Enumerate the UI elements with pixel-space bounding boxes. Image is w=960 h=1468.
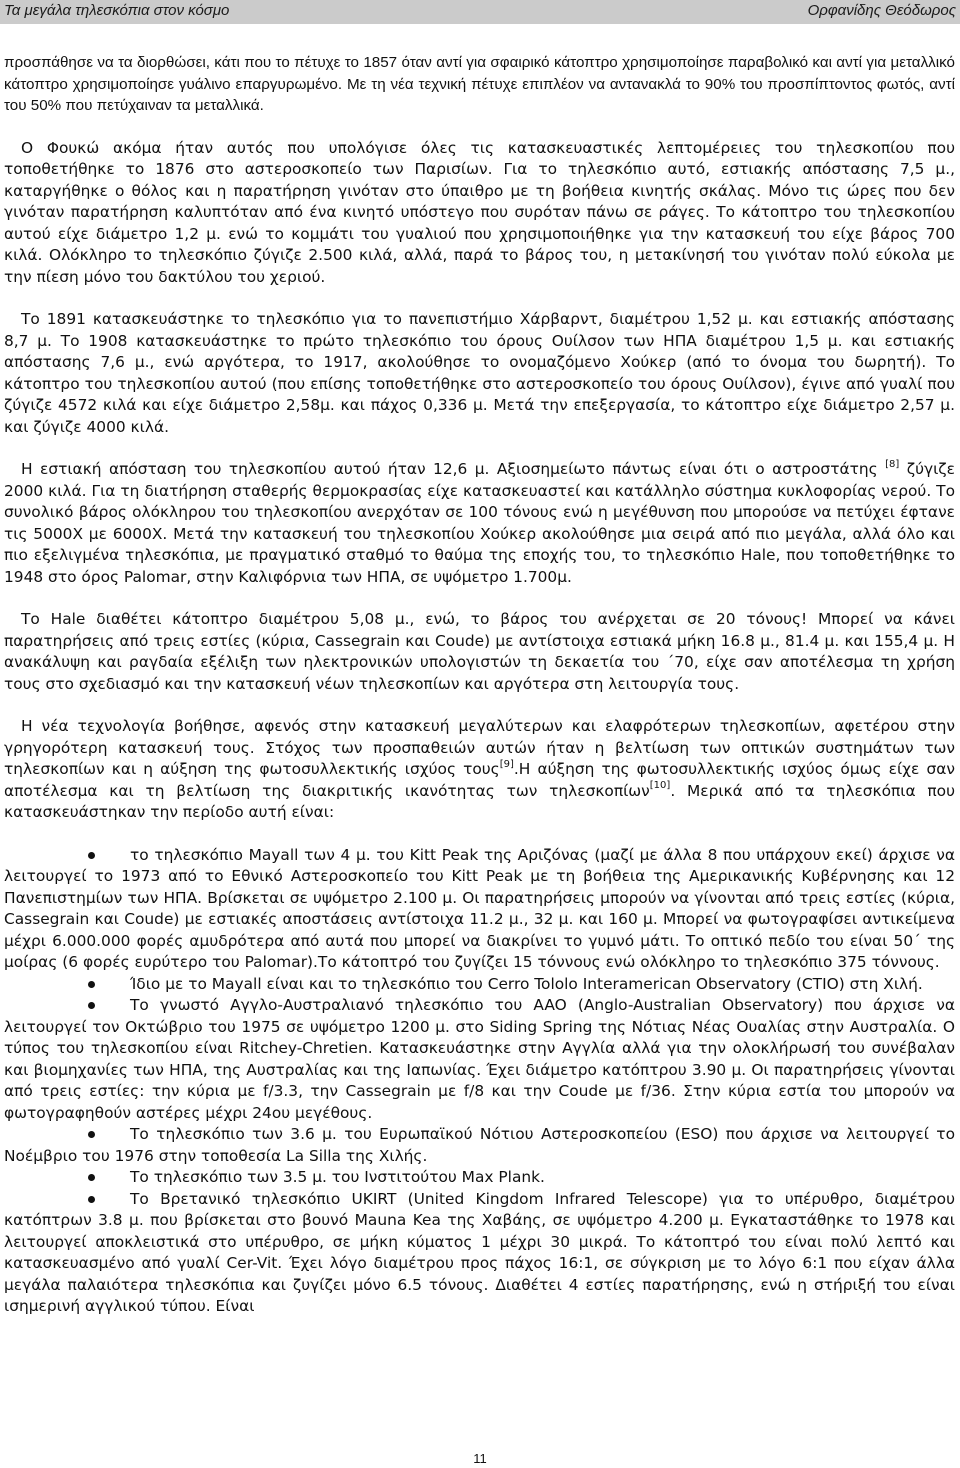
header-title: Τα μεγάλα τηλεσκόπια στον κόσμο — [4, 2, 230, 19]
bullet-icon — [88, 981, 95, 988]
paragraph-1: προσπάθησε να τα διορθώσει, κάτι που το πέτυχε το 1857 όταν αντί για σφαιρικό κάτοπτρο χρησιμοποίησε παραβολικό και αντί για μεταλλικό κάτοπτρο χρησιμοποίησε γυάλινο επαργυρωμένο. Με τη νέα τεχνική πέτυχε επιπλέον να αντανακλά το 90% του προσπίπτοντος φωτός, αντί του 50% που πετύχαιναν τα μεταλλικά. — [4, 54, 955, 114]
paragraph-6-text-c: . Μερικά από τα τηλεσκόπια που κατασκευάστηκαν την περίοδο αυτή είναι: — [4, 781, 955, 821]
page-header — [0, 0, 960, 24]
paragraph-3: Το 1891 κατασκευάστηκε το τηλεσκόπιο για το πανεπιστήμιο Χάρβαρντ, διαμέτρου 1,52 μ. και εστιακής απόστασης 8,7 μ. Το 1908 κατασκευάστηκε το πρώτο τηλεσκόπιο του όρους Ουίλσον των ΗΠΑ διαμέτρου 1,5 μ. και εστιακής απόστασης 7,6 μ., ενώ αργότερα, το 1917, ακολούθησε το ονομαζόμενο Χούκερ (από το όνομα του δωρητή). Το κάτοπτρο του τηλεσκοπίου αυτού (που επίσης τοποθετήθηκε στο αστεροσκοπείο του όρους Ουίλσον), έγινε από γυαλί που ζύγιζε 4572 κιλά και είχε διάμετρο 2,58μ. και πάχος 0,336 μ. Μετά την επεξεργασία, το κάτοπτρο είχε διάμετρο 2,57 μ. και ζύγιζε 4000 κιλά. — [4, 310, 955, 436]
paragraph-2: Ο Φουκώ ακόμα ήταν αυτός που υπολόγισε όλες τις κατασκευαστικές λεπτομέρειες του τηλεσκοπίου που τοποθετήθηκε το 1876 στο αστεροσκοπείο των Παρισίων. Για το τηλεσκόπιο αυτό, εστιακής απόστασης 7,5 μ., καταργήθηκε ο θόλος και η παρατήρηση γινόταν στο ύπαιθρο με τη βοήθεια κινητής σκάλας. Μόνο τις ώρες που δεν γινόταν παρατήρηση καλυπτόταν από ένα κινητό υπόστεγο που συρόταν πάνω σε ράγες. Το κάτοπτρο του τηλεσκοπίου αυτού είχε διάμετρο 1,2 μ. ενώ το κομμάτι του γυαλιού που χρησιμοποιήθηκε για την κατασκευή του είχε βάρος 700 κιλά. Ολόκληρο το τηλεσκόπιο ζύγιζε 2.500 κιλά, αλλά, παρά το βάρος του, η μετακίνησή του γινόταν πολύ εύκολα με την πίεση μόνο του δακτύλου του χεριού. — [4, 138, 955, 286]
list-item-text: Ίδιο με το Mayall είναι και το τηλεσκόπιο του Cerro Tololo Interamerican Observatory (CTIO) στη Χιλή. — [130, 974, 923, 993]
bullet-icon — [88, 852, 95, 859]
list-item — [4, 974, 955, 996]
paragraph-5: Το Hale διαθέτει κάτοπτρο διαμέτρου 5,08 μ., ενώ, το βάρος του ανέρχεται σε 20 τόνους! Μπορεί να κάνει παρατηρήσεις από τρεις εστίες (κύρια, Cassegrain και Coude) με αντίστοιχα εστιακά μήκη 16.8 μ., 81.4 μ. και 155,4 μ. Η ανακάλυψη και ραγδαία εξέλιξη των ηλεκτρονικών υπολογιστών τη δεκαετία του ΄70, είχε σαν αποτέλεσμα τη χρήση τους στο σχεδιασμό και την κατασκευή νέων τηλεσκοπίων και αργότερα στη λειτουργία τους. — [4, 610, 955, 693]
bullet-icon — [88, 1196, 95, 1203]
paragraph-4-text-a: Η εστιακή απόσταση του τηλεσκοπίου αυτού ήταν 12,6 μ. Αξιοσημείωτο πάντως είναι ότι ο αστροστάτης — [21, 460, 878, 478]
list-item — [4, 1167, 955, 1189]
list-item-text: Το τηλεσκόπιο των 3.6 μ. του Ευρωπαϊκού Νότιου Αστεροσκοπείου (ESO) που άρχισε να λειτουργεί το Νοέμβριο του 1976 στην τοποθεσία La Silla της Χιλής. — [4, 1125, 955, 1165]
list-item — [4, 995, 955, 1124]
list-item-text: Το Βρετανικό τηλεσκόπιο UKIRT (United Kingdom Infrared Telescope) για το υπέρυθρο, διαμέτρου κατόπτρων 3.8 μ. που βρίσκεται στο βουνό Mauna Kea της Χαβάης, σε υψόμετρο 4.200 μ. Εγκαταστάθηκε το 1978 και λειτουργεί αποκλειστικά στο υπέρυθρο, σε μήκη κύματος 1 μέχρι 30 μικρά. Το κάτοπτρό του είναι πολύ λεπτό και κατασκευασμένο από γυαλί Cer-Vit. Έχει λόγο διαμέτρου προς πάχος 16:1, σε σύγκριση με το λόγο 6:1 που είχαν άλλα μεγάλα παλαιότερα τηλεσκόπια και ζυγίζει μόνο 6.5 τόνους. Διαθέτει 4 εστίες παρατήρησης, ενώ η στήριξή του είναι ισημερινή αγγλικού τύπου. Είναι — [4, 1189, 955, 1315]
bullet-icon — [88, 1002, 95, 1009]
header-author: Ορφανίδης Θεόδωρος — [807, 2, 956, 19]
paragraph-4 — [4, 459, 955, 588]
bullet-icon — [88, 1131, 95, 1138]
document-body — [4, 52, 955, 1318]
paragraph-6 — [4, 716, 955, 824]
list-item — [4, 1189, 955, 1318]
page-number: 11 — [473, 1451, 487, 1466]
paragraph-4-text-b: ζύγιζε 2000 κιλά. Για τη διατήρηση σταθερής θερμοκρασίας είχε κατασκευαστεί και κατάλληλο σύστημα κυκλοφορίας νερού. Το συνολικό βάρος ολόκληρου του τηλεσκοπίου ανερχόταν σε 100 τόνους ενώ η μεγέθυνση που μπορούσε να πετύχει έφτανε τις 5000Χ με 6000Χ. Μετά την κατασκευή του τηλεσκοπίου Χούκερ ακολούθησε μια σειρά από πιο μεγάλα, αλλά όλο και πιο εξελιγμένα τηλεσκόπια, με πραγματικό σταθμό το θαύμα της εποχής του, το τηλεσκόπιο Hale, που τοποθετήθηκε το 1948 στο όρος Palomar, στην Καλιφόρνια των ΗΠΑ, σε υψόμετρο 1.700μ. — [4, 460, 955, 586]
list-item-text: Το τηλεσκόπιο των 3.5 μ. του Ινστιτούτου Max Plank. — [130, 1168, 545, 1186]
footnote-ref-8[interactable]: [8] — [885, 458, 900, 470]
list-item — [4, 845, 955, 974]
telescope-list — [4, 845, 955, 1318]
list-item-text: Το γνωστό Αγγλο-Αυστραλιανό τηλεσκόπιο του AAO (Anglo-Australian Observatory) που άρχισε να λειτουργεί τον Οκτώβριο του 1975 σε υψόμετρο 1200 μ. στο Siding Spring της Νότιας Νέας Ουαλίας στην Αυστραλία. Ο τύπος του τηλεσκοπίου είναι Ritchey-Chretien. Κατασκευάστηκε στην Αγγλία αλλά για την ολοκλήρωσή του συνέβαλαν και βιομηχανίες των ΗΠΑ, της Αυστραλίας και της Ιαπωνίας. Έχει διάμετρο κατόπτρου 3.90 μ. Οι παρατηρήσεις γίνονται από τρεις εστίες: την κύρια με f/3.3, την Cassegrain με f/8 και την Coude με f/36. Στην κύρια εστία του μπορούν να φωτογραφηθούν αστέρες μέχρι 24ου μεγέθους. — [4, 996, 955, 1122]
list-item-text: το τηλεσκόπιο Mayall των 4 μ. του Kitt Peak της Αριζόνας (μαζί με άλλα 8 που υπάρχουν εκεί) άρχισε να λειτουργεί το 1973 από το Εθνικό Αστεροσκοπείο του Kitt Peak με τη βοήθεια της Αμερικανικής Κυβέρνησης και 12 Πανεπιστημίων των ΗΠΑ. Βρίσκεται σε υψόμετρο 2.100 μ. Οι παρατηρήσεις μπορούν να γίνονται από τρεις εστίες (κύρια, Cassegrain και Coude) με εστιακές αποστάσεις αντίστοιχα 11.2 μ., 32 μ. και 160 μ. Μπορεί να φωτογραφίσει αντικείμενα μέχρι 6.000.000 φορές αμυδρότερα από αυτά που μπορεί να διακρίνει το γυμνό μάτι. Το οπτικό πεδίο του είναι 50΄ της μοίρας (6 φορές ευρύτερο του Palomar).Το κάτοπτρό του ζυγίζει 15 τόννους ενώ ολόκληρο το τηλεσκόπιο 375 τόννους. — [4, 845, 955, 971]
paragraph-6-text-b: .Η αύξηση της φωτοσυλλεκτικής ισχύος όμως είχε σαν αποτέλεσμα και τη βελτίωση της διακριτικής ικανότητας των τηλεσκοπίων — [4, 760, 955, 800]
footnote-ref-9[interactable]: [9] — [499, 758, 514, 770]
footnote-ref-10[interactable]: [10] — [649, 780, 671, 792]
list-item — [4, 1124, 955, 1167]
paragraph-6-text-a: Η νέα τεχνολογία βοήθησε, αφενός στην κατασκευή μεγαλύτερων και ελαφρότερων τηλεσκοπίων, αφετέρου στην γρηγορότερη κατασκευή τους. Στόχος των προσπαθειών αυτών ήταν η βελτίωση των οπτικών συστημάτων των τηλεσκοπίων και η αύξηση της φωτοσυλλεκτικής ισχύος τους — [4, 717, 955, 778]
bullet-icon — [88, 1174, 95, 1181]
